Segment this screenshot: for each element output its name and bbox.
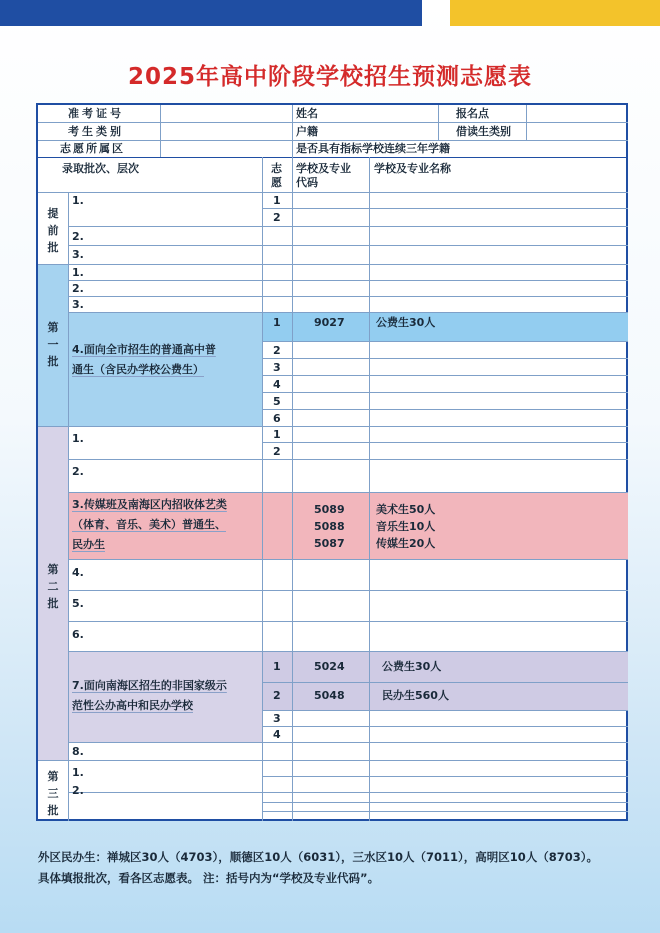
second-item7-code-1: 5024	[314, 660, 345, 673]
first-choice-4: 4	[273, 378, 281, 391]
first-item4-line2: 通生（含民办学校公费生）	[72, 363, 204, 376]
second-item3-code-2: 5088	[314, 520, 345, 533]
second7-choice-2: 2	[273, 689, 281, 702]
first-choice-6: 6	[273, 412, 281, 425]
second-item7-code-2: 5048	[314, 689, 345, 702]
household-label: 户籍	[296, 125, 318, 138]
third-item-2: 2.	[72, 784, 84, 797]
advance-choice-2: 2	[273, 211, 281, 224]
first-item4-code: 9027	[314, 316, 345, 329]
second-item-8: 8.	[72, 745, 84, 758]
district-label: 志愿所属区	[60, 142, 125, 155]
student-category-label: 考生类别	[68, 125, 124, 138]
second-choice-1: 1	[273, 428, 281, 441]
name-field[interactable]	[328, 105, 436, 122]
second-item-1: 1.	[72, 432, 84, 445]
page-title: 2025年高中阶段学校招生预测志愿表	[127, 64, 532, 90]
header-school-name: 学校及专业名称	[374, 162, 451, 175]
household-field[interactable]	[328, 123, 436, 140]
exam-number-field[interactable]	[161, 105, 291, 122]
student-category-field[interactable]	[161, 123, 291, 140]
first-choice-1: 1	[273, 316, 281, 329]
header-code-1: 学校及专业	[296, 162, 351, 175]
second-item3-code-1: 5089	[314, 503, 345, 516]
advance-item-2: 2.	[72, 230, 84, 243]
second-item7-name-1: 公费生30人	[382, 660, 442, 673]
second-item3-line2: （体育、音乐、美术）普通生、	[72, 518, 226, 531]
batch-advance-label: 提前批	[47, 207, 59, 254]
registration-site-label: 报名点	[456, 107, 489, 120]
footer-note-line2: 具体填报批次，看各区志愿表。 注：括号内为“学校及专业代码”。	[38, 871, 380, 885]
header-batch-level: 录取批次、层次	[62, 162, 139, 175]
second-item-4: 4.	[72, 566, 84, 579]
second7-choice-4: 4	[273, 728, 281, 741]
advance-item-1: 1.	[72, 194, 84, 207]
first-item-2: 2.	[72, 282, 84, 295]
second-item3-name-2: 音乐生10人	[376, 520, 436, 533]
batch-first-label: 第一批	[47, 321, 59, 368]
top-bar-blue	[0, 0, 422, 26]
application-form	[36, 103, 628, 821]
first-item4-name: 公费生30人	[376, 316, 436, 329]
third-item-1: 1.	[72, 766, 84, 779]
second-item3-name-1: 美术生50人	[376, 503, 436, 516]
second-item3-code-3: 5087	[314, 537, 345, 550]
second-item7-line1: 7.面向南海区招生的非国家级示	[72, 679, 227, 692]
advance-item-3: 3.	[72, 248, 84, 261]
boarding-category-field[interactable]	[527, 123, 627, 140]
first-choice-5: 5	[273, 395, 281, 408]
second-item-6: 6.	[72, 628, 84, 641]
first-item-3: 3.	[72, 298, 84, 311]
registration-site-field[interactable]	[527, 105, 627, 122]
boarding-category-label: 借读生类别	[456, 125, 511, 138]
second-item3-name-3: 传媒生20人	[376, 537, 436, 550]
top-bar-yellow	[450, 0, 660, 26]
footer-note-line1: 外区民办生：禅城区30人（4703），顺德区10人（6031），三水区10人（7011），高明区10人（8703）。	[38, 850, 599, 864]
header-choice-1: 志	[271, 162, 282, 175]
designated-school-label: 是否具有指标学校连续三年学籍	[296, 142, 450, 155]
name-label: 姓名	[296, 107, 318, 120]
second-item-5: 5.	[72, 597, 84, 610]
second-item3-line3: 民办生	[72, 538, 105, 551]
second7-choice-3: 3	[273, 712, 281, 725]
second7-choice-1: 1	[273, 660, 281, 673]
header-choice-2: 愿	[271, 176, 282, 189]
second-item7-line2: 范性公办高中和民办学校	[72, 699, 193, 712]
exam-number-label: 准考证号	[68, 107, 124, 120]
first-choice-3: 3	[273, 361, 281, 374]
district-field[interactable]	[161, 141, 291, 157]
batch-second-label: 第二批	[47, 563, 59, 610]
second-choice-2: 2	[273, 445, 281, 458]
first-choice-2: 2	[273, 344, 281, 357]
first-item-1: 1.	[72, 266, 84, 279]
second-item7-name-2: 民办生560人	[382, 689, 449, 702]
advance-choice-1: 1	[273, 194, 281, 207]
second-item-2: 2.	[72, 465, 84, 478]
first-item4-line1: 4.面向全市招生的普通高中普	[72, 343, 216, 356]
second-item3-line1: 3.传媒班及南海区内招收体艺类	[72, 498, 227, 511]
batch-third-label: 第三批	[47, 770, 59, 817]
header-code-2: 代码	[296, 176, 318, 189]
